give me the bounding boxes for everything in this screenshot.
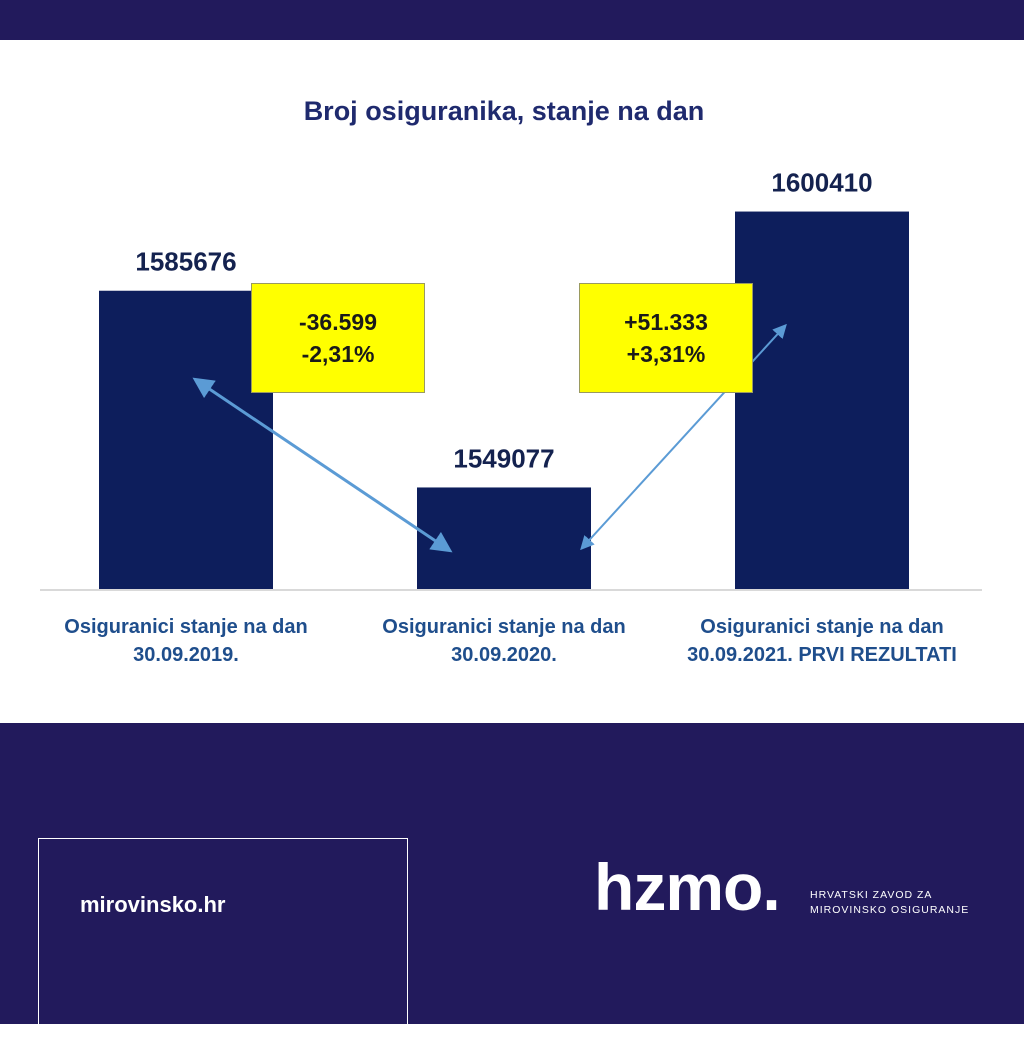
value-label-2020: 1549077 bbox=[453, 443, 555, 474]
bar-2019 bbox=[99, 291, 273, 590]
change-callout-decrease bbox=[251, 283, 425, 393]
change-absolute-decrease: -36.599 bbox=[298, 309, 377, 335]
website-link[interactable]: mirovinsko.hr bbox=[80, 892, 226, 917]
change-absolute-increase: +51.333 bbox=[624, 309, 708, 335]
value-label-2019: 1585676 bbox=[135, 246, 237, 277]
value-label-2021: 1600410 bbox=[771, 167, 873, 198]
hzmo-logo-subtitle: HRVATSKI ZAVOD ZA MIROVINSKO OSIGURANJE bbox=[810, 889, 970, 916]
bar-2020 bbox=[417, 487, 591, 590]
category-label-2020: Osiguranici stanje na dan 30.09.2020. bbox=[382, 616, 626, 666]
change-percent-decrease: -2,31% bbox=[301, 341, 375, 367]
chart-title: Broj osiguranika, stanje na dan bbox=[303, 96, 705, 126]
category-label-2019: Osiguranici stanje na dan 30.09.2019. bbox=[64, 616, 308, 666]
hzmo-logo: hzmo. bbox=[594, 850, 780, 924]
change-percent-increase: +3,31% bbox=[626, 341, 706, 367]
category-label-2021: Osiguranici stanje na dan 30.09.2021. PRVI REZULTATI bbox=[687, 616, 957, 666]
change-callout-increase bbox=[579, 283, 753, 393]
website-box[interactable] bbox=[38, 838, 408, 1038]
bar-2021 bbox=[735, 212, 909, 590]
